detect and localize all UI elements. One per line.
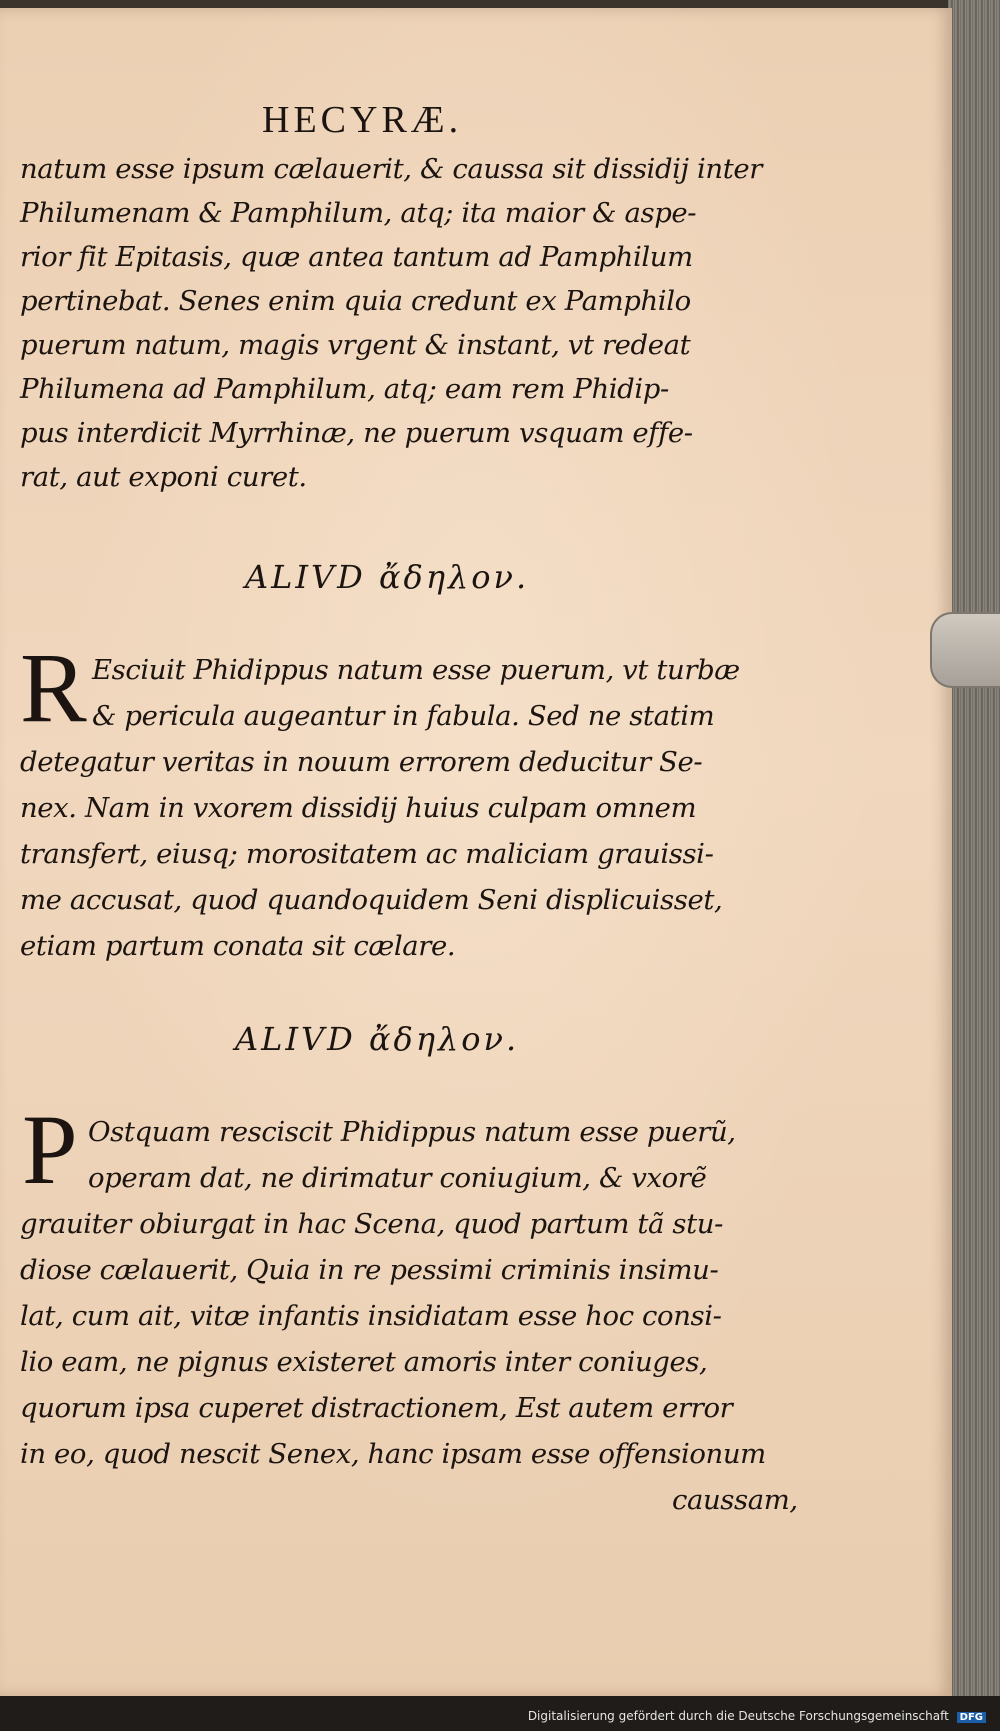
drop-cap: R — [20, 632, 87, 743]
text-line: Philumena ad Pamphilum, atq; eam rem Phidip- — [20, 373, 669, 405]
text-line: Ostquam resciscit Phidippus natum esse puerũ, — [88, 1116, 736, 1148]
text-line: me accusat, quod quandoquidem Seni displicuisset, — [20, 884, 723, 916]
text-line: rior fit Epitasis, quæ antea tantum ad Pamphilum — [20, 241, 693, 273]
text-line: detegatur veritas in nouum errorem deducitur Se- — [20, 746, 703, 778]
text-line: operam dat, ne dirimatur coniugium, & vxorẽ — [88, 1162, 707, 1194]
running-head: HECYRÆ. — [262, 99, 463, 141]
book-page — [0, 8, 952, 1696]
text-line: diose cælauerit, Quia in re pessimi criminis insimu- — [20, 1254, 719, 1286]
text-line: in eo, quod nescit Senex, hanc ipsam esse offensionum — [20, 1438, 766, 1470]
section-heading: ALIVD ἄδηλον. — [245, 558, 530, 596]
text-line: lio eam, ne pignus existeret amoris inter coniuges, — [20, 1346, 708, 1378]
text-line: natum esse ipsum cælauerit, & caussa sit dissidij inter — [20, 153, 762, 185]
text-line: nex. Nam in vxorem dissidij huius culpam omnem — [20, 792, 697, 824]
text-line: pus interdicit Myrrhinæ, ne puerum vsquam effe- — [20, 417, 693, 449]
text-line: lat, cum ait, vitæ infantis insidiatam esse hoc consi- — [20, 1300, 722, 1332]
text-line: pertinebat. Senes enim quia credunt ex Pamphilo — [20, 285, 691, 317]
text-line: etiam partum conata sit cælare. — [20, 930, 456, 962]
section-heading: ALIVD ἄδηλον. — [235, 1020, 520, 1058]
credit-text: Digitalisierung gefördert durch die Deutsche Forschungsgemeinschaft — [527, 1709, 949, 1723]
text-line: & pericula augeantur in fabula. Sed ne statim — [92, 700, 715, 732]
text-line: transfert, eiusq; morositatem ac maliciam grauissi- — [20, 838, 714, 870]
text-line: Philumenam & Pamphilum, atq; ita maior & aspe- — [20, 197, 697, 229]
text-line: puerum natum, magis vrgent & instant, vt redeat — [20, 329, 691, 361]
text-line: grauiter obiurgat in hac Scena, quod partum tã stu- — [20, 1208, 723, 1240]
text-line: quorum ipsa cuperet distractionem, Est autem error — [20, 1392, 733, 1424]
digitization-credit — [528, 1709, 986, 1723]
book-fore-edge — [948, 0, 1000, 1700]
page-clip — [930, 612, 1000, 688]
drop-cap: P — [22, 1094, 78, 1205]
text-line: Esciuit Phidippus natum esse puerum, vt turbæ — [92, 654, 740, 686]
dfg-logo: DFG — [957, 1712, 986, 1723]
text-line: rat, aut exponi curet. — [20, 461, 307, 493]
catchword: caussam, — [672, 1484, 798, 1516]
